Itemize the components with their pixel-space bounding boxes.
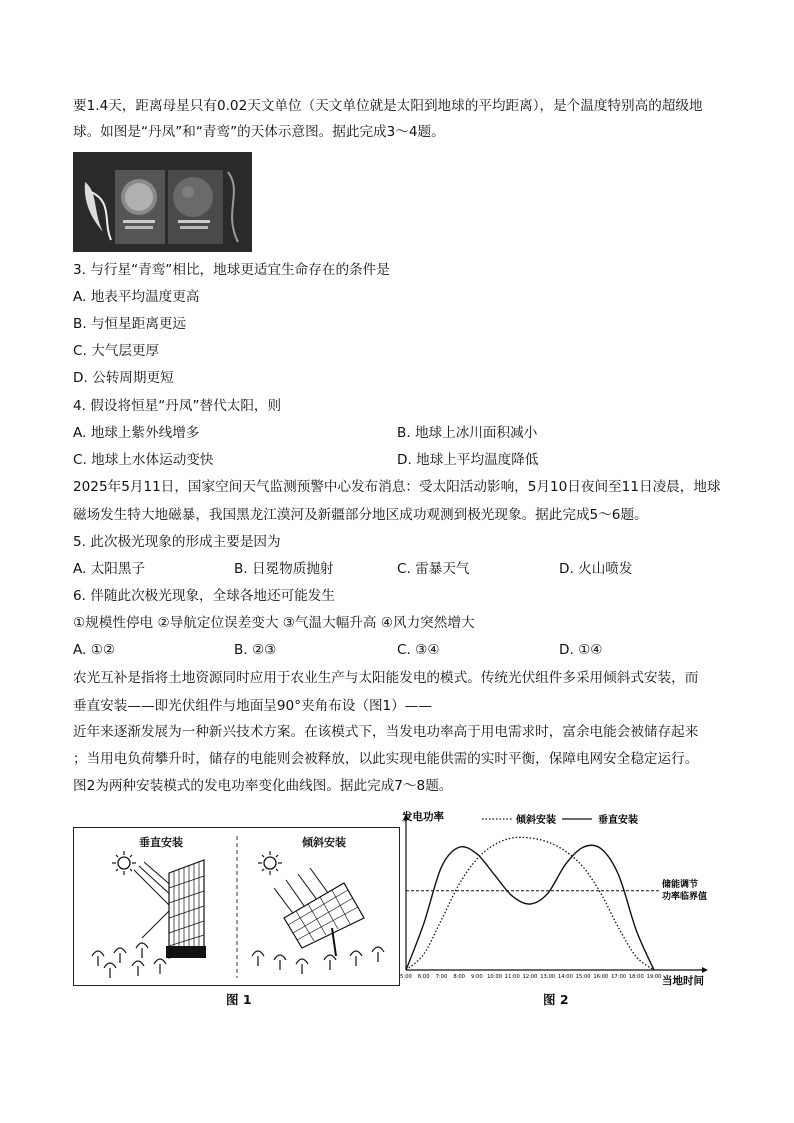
- material2-line-1: 2025年5月11日，国家空间天气监测预警中心发布消息：受太阳活动影响，5月10日夜间至11日凌晨，地球: [73, 479, 721, 495]
- x-tick-label: 17:00: [611, 974, 627, 980]
- q3-stem: 3. 与行星“青鸾”相比，地球更适宜生命存在的条件是: [73, 262, 390, 278]
- x-tick-label: 18:00: [628, 974, 644, 980]
- material3-line-4: ；当用电负荷攀升时，储存的电能则会被释放，以此实现电能供需的实时平衡，保障电网安全稳定运行。: [73, 751, 699, 767]
- x-axis-label: 当地时间: [662, 975, 704, 987]
- figure-1-caption: 图 1: [226, 992, 252, 1007]
- x-tick-label: 8:00: [453, 974, 465, 980]
- q6-option-d[interactable]: D. ①④: [559, 642, 603, 658]
- material3-line-2: 垂直安装——即光伏组件与地面呈90°夹角布设（图1）——: [73, 698, 432, 714]
- sun-icon-right: [258, 851, 282, 875]
- q3-option-c[interactable]: C. 大气层更厚: [73, 343, 160, 359]
- intro-line-1: 要1.4天，距离母星只有0.02天文单位（天文单位就是太阳到地球的平均距离），是个温度特别高的超级地: [73, 98, 703, 114]
- label-vertical-install: 垂直安装: [139, 836, 183, 849]
- q4-option-b[interactable]: B. 地球上冰川面积减小: [397, 425, 538, 441]
- q6-option-b[interactable]: B. ②③: [234, 642, 277, 658]
- threshold-label-2: 功率临界值: [662, 891, 708, 902]
- material3-line-3: 近年来逐渐发展为一种新兴技术方案。在该模式下，当发电功率高于用电需求时，富余电能会被储存起来: [73, 724, 699, 740]
- q5-stem: 5. 此次极光现象的形成主要是因为: [73, 534, 281, 550]
- x-axis-arrow: [702, 967, 708, 973]
- q4-option-a[interactable]: A. 地球上紫外线增多: [73, 425, 200, 441]
- q6-stem: 6. 伴随此次极光现象，全球各地还可能发生: [73, 588, 335, 604]
- x-tick-label: 12:00: [522, 974, 538, 980]
- x-tick-label: 10:00: [487, 974, 503, 980]
- q5-option-a[interactable]: A. 太阳黑子: [73, 561, 146, 577]
- x-tick-label: 15:00: [575, 974, 591, 980]
- q6-options-line: ①规模性停电 ②导航定位误差变大 ③气温大幅升高 ④风力突然增大: [73, 615, 475, 631]
- material2-line-2: 磁场发生特大地磁暴，我国黑龙江漠河及新疆部分地区成功观测到极光现象。据此完成5～6题。: [73, 507, 648, 523]
- figure-1-panel: [73, 827, 400, 986]
- legend-label-1: 倾斜安装: [516, 815, 556, 826]
- q4-stem: 4. 假设将恒星“丹凤”替代太阳，则: [73, 398, 282, 414]
- x-tick-label: 16:00: [593, 974, 609, 980]
- label-tilted-install: 倾斜安装: [302, 836, 346, 849]
- series-line-2: [406, 845, 654, 970]
- x-tick-label: 9:00: [471, 974, 483, 980]
- crop-rows-left: [92, 943, 166, 978]
- y-axis-label: 发电功率: [402, 811, 444, 823]
- q4-option-c[interactable]: C. 地球上水体运动变快: [73, 452, 214, 468]
- q3-option-b[interactable]: B. 与恒星距离更远: [73, 316, 187, 332]
- x-tick-label: 13:00: [540, 974, 556, 980]
- x-tick-label: 19:00: [646, 974, 662, 980]
- power-curve-chart: [402, 808, 714, 986]
- x-tick-label: 6:00: [417, 974, 430, 980]
- q3-option-a[interactable]: A. 地表平均温度更高: [73, 289, 200, 305]
- x-tick-label: 7:00: [435, 974, 448, 980]
- figure-1-drawing: [74, 828, 399, 985]
- intro-line-2: 球。如图是“丹凤”和“青鸾”的天体示意图。据此完成3～4题。: [73, 124, 445, 140]
- q5-option-d[interactable]: D. 火山喷发: [559, 561, 633, 577]
- vertical-panel: [166, 860, 206, 958]
- q6-option-a[interactable]: A. ①②: [73, 642, 116, 658]
- threshold-label-1: 储能调节: [662, 879, 699, 890]
- q4-option-d[interactable]: D. 地球上平均温度降低: [397, 452, 539, 468]
- x-tick-label: 14:00: [557, 974, 573, 980]
- crop-rows-right: [252, 947, 384, 974]
- material3-line-1: 农光互补是指将土地资源同时应用于农业生产与太阳能发电的模式。传统光伏组件多采用倾斜式安装，而: [73, 670, 699, 686]
- legend-label-2: 垂直安装: [598, 815, 638, 826]
- x-tick-label: 11:00: [504, 974, 520, 980]
- figure-2-caption: 图 2: [543, 992, 569, 1007]
- material3-line-5: 图2为两种安装模式的发电功率变化曲线图。据此完成7～8题。: [73, 778, 453, 794]
- sun-icon: [112, 851, 136, 875]
- q6-option-c[interactable]: C. ③④: [397, 642, 440, 658]
- figure-2-chart: [402, 808, 714, 986]
- x-tick-label: 5:00: [400, 974, 412, 980]
- q5-option-c[interactable]: C. 雷暴天气: [397, 561, 470, 577]
- planet-illustration: [73, 152, 252, 252]
- q3-option-d[interactable]: D. 公转周期更短: [73, 370, 174, 386]
- q5-option-b[interactable]: B. 日冕物质抛射: [234, 561, 334, 577]
